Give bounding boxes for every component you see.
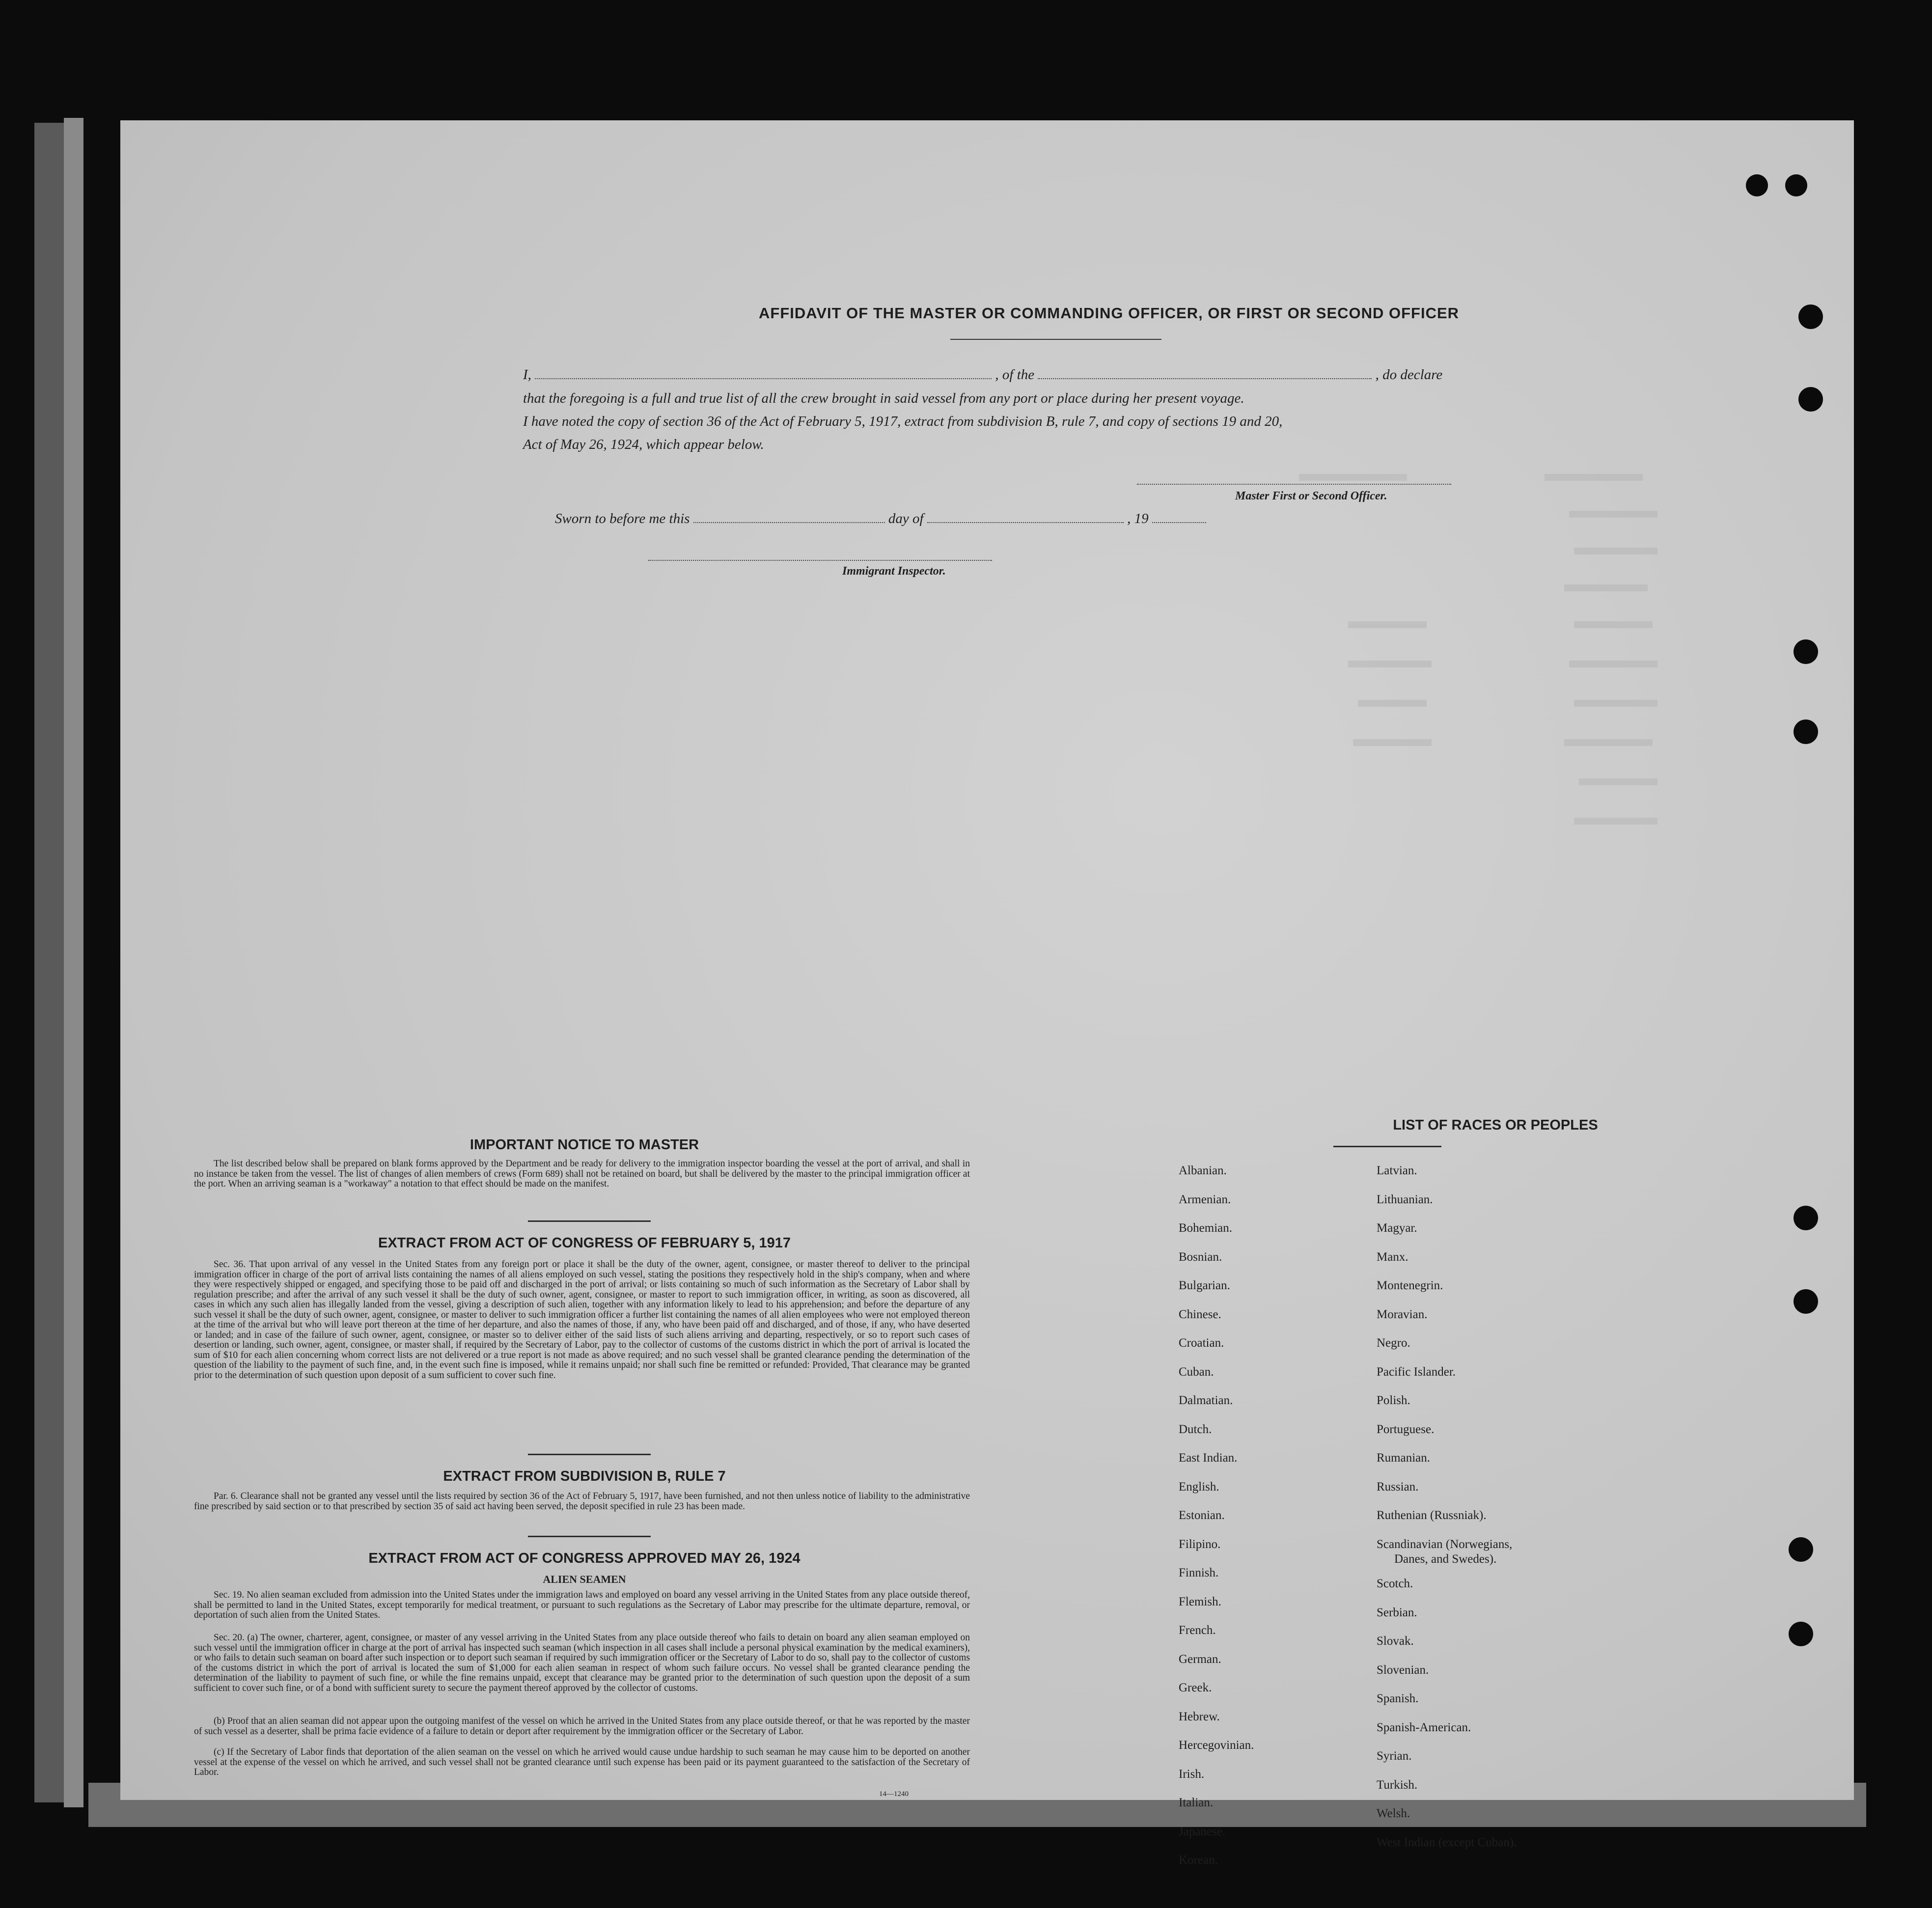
race-item: Albanian. [1179, 1164, 1227, 1177]
race-item: Dalmatian. [1179, 1394, 1233, 1407]
bleed-through-marks [1201, 464, 1790, 1594]
race-item: Pacific Islander. [1377, 1365, 1456, 1379]
alien-seamen-subheading: ALIEN SEAMEN [543, 1573, 626, 1585]
race-item: Hebrew. [1179, 1710, 1220, 1723]
binder-hole [1798, 387, 1823, 412]
sworn-line [555, 511, 1390, 527]
binder-hole [1794, 639, 1818, 664]
race-item: Spanish-American. [1377, 1720, 1471, 1734]
extract-1917-heading: EXTRACT FROM ACT OF CONGRESS OF FEBRUARY 5, 1917 [378, 1235, 791, 1251]
binder-hole [1785, 174, 1807, 196]
race-item: Spanish. [1377, 1692, 1419, 1705]
race-item: Flemish. [1179, 1595, 1221, 1608]
race-item: Hercegovinian. [1179, 1739, 1254, 1752]
sworn-day-field[interactable] [693, 522, 885, 523]
extract-1917-body: Sec. 36. That upon arrival of any vessel in the United States from any foreign port or place it shall be the duty of the owner, agent, consignee, or master thereof to deliver to the principal immigration officer in charge of the port of arrival lists containing the names of all aliens employed on such vessel, stating the positions they respectively hold in the ship's company, when and where they were respectively shipped or engaged, and specifying those to be paid off and discharged in the port of arrival; or lists containing so much of such information as the Secretary of Labor shall by regulation prescribe; and after the arrival of any such vessel it shall be the duty of such owner, agent, consignee, or master to report to such immigration officer, in writing, as soon as discovered, all cases in which any such alien has illegally landed from the vessel, giving a description of such alien, together with any information likely to lead to his apprehension; and before the departure of any such vessel it shall be the duty of such owner, agent, consignee, or master to deliver to such immigration officer a further list containing the names of all alien employees who were not employed thereon at the time of the arrival but who will leave port thereon at the time of her departure, and also the names of those, if any, who have been paid off and discharged, and of those, if any, who have deserted or landed; and in case of the failure of such owner, agent, consignee, or master so to deliver either of the said lists of such aliens arriving and departing, respectively, or so to report such cases of desertion or landing, such owner, agent, consignee, or master shall, if required by the Secretary of Labor, pay to the collector of customs of the customs district in which the port of arrival is located the sum of $10 for each alien concerning whom correct lists are not delivered or a true report is not made as above required; and no such vessel shall be granted clearance pending the determination of the question of the liability to the payment of such fine, and, in the event such fine is imposed, while it remains unpaid; nor shall such fine be remitted or refunded: Provided, That clearance may be granted prior to the determination of such question upon deposit of a sum sufficient to cover such fine. [194, 1259, 970, 1381]
race-item: Bohemian. [1179, 1221, 1233, 1235]
race-item: Scotch. [1377, 1577, 1413, 1590]
master-caption: Master First or Second Officer. [1235, 490, 1387, 502]
race-item: English. [1179, 1480, 1219, 1493]
scan-edge-light [64, 118, 83, 1807]
extract-1924-heading: EXTRACT FROM ACT OF CONGRESS APPROVED MAY 26, 1924 [368, 1550, 800, 1566]
race-item: West Indian (except Cuban). [1377, 1835, 1517, 1849]
race-item: Greek. [1179, 1681, 1212, 1694]
race-item: Croatian. [1179, 1336, 1224, 1350]
form-number: 14—1240 [879, 1790, 909, 1798]
section-20a-text: Sec. 20. (a) The owner, charterer, agent, consignee, or master of any vessel arriving in the United States from any place outside thereof who fails to detain on board any alien seaman employed on such vessel until the immigration officer in charge at the port of arrival has inspected such seaman (which inspection in all cases shall include a personal physical examination by the medical examiners), or who fails to detain such seaman on board after such inspection or to deport such seaman if required by such immigration officer or the Secretary of Labor to do so, shall pay to the collector of customs of the customs district in which the port of arrival is located the sum of $1,000 for each alien seaman in respect of whom such failure occurs. No vessel shall be granted clearance pending the determination of the liability to payment of such fine, or while the fine remains unpaid, except that clearance may be granted prior to the determination of such question upon the deposit of a sum sufficient to cover such fine, or of a bond with sufficient surety to secure the payment thereof approved by the collector of customs. [194, 1632, 970, 1693]
separator-2 [528, 1454, 651, 1455]
race-item: Estonian. [1179, 1509, 1225, 1522]
separator-3 [528, 1536, 651, 1537]
race-item: Manx. [1377, 1250, 1408, 1264]
binder-hole [1798, 304, 1823, 329]
race-item: Danes, and Swedes). [1394, 1552, 1497, 1566]
affidavit-line-3: I have noted the copy of section 36 of the Act of February 5, 1917, extract from subdivision B, rule 7, and copy of sections 19 and 20, [523, 414, 1283, 429]
document-page [120, 120, 1854, 1867]
master-name-field[interactable] [535, 378, 992, 379]
race-item: East Indian. [1179, 1451, 1238, 1465]
race-item: Armenian. [1179, 1192, 1231, 1206]
vessel-name-field[interactable] [1038, 378, 1372, 379]
race-item: Chinese. [1179, 1307, 1221, 1321]
scan-edge-dark [34, 123, 64, 1802]
race-item: Dutch. [1179, 1422, 1212, 1436]
race-item: Lithuanian. [1377, 1192, 1433, 1206]
race-item: Filipino. [1179, 1537, 1221, 1551]
section-20c-text: (c) If the Secretary of Labor finds that deportation of the alien seaman on the vessel on which he arrived would cause undue hardship to such seaman he may cause him to be deported on another vessel at the expense of the vessel on which he arrived, and such vessel shall not be granted clearance until such expense has been paid or its payment guaranteed to the satisfaction of the Secretary of Labor. [194, 1747, 970, 1777]
race-item: Rumanian. [1377, 1451, 1431, 1465]
race-item: Moravian. [1377, 1307, 1428, 1321]
race-item: Ruthenian (Russniak). [1377, 1509, 1487, 1522]
affidavit-do-declare: , do declare [1375, 367, 1443, 383]
notice-body: The list described below shall be prepared on blank forms approved by the Department and be ready for delivery to the immigration inspector boarding the vessel at the port of arrival, and shall in no instance be taken from the vessel. The list of changes of alien members of crews (Form 689) shall not be retained on board, but shall be delivered by the master to the principal immigration officer at the port. When an arriving seaman is a "workaway" a notation to that effect should be made on the manifest. [194, 1159, 970, 1189]
master-signature-line[interactable] [1137, 484, 1451, 485]
affidavit-line-4: Act of May 26, 1924, which appear below. [523, 437, 764, 452]
race-item: Cuban. [1179, 1365, 1214, 1379]
binder-hole [1789, 1537, 1813, 1562]
race-item: Latvian. [1377, 1164, 1417, 1177]
binder-hole [1746, 174, 1768, 196]
race-item: Russian. [1377, 1480, 1419, 1493]
race-item: Polish. [1377, 1394, 1410, 1407]
subdivision-b-body: Par. 6. Clearance shall not be granted any vessel until the lists required by section 36 of the Act of February 5, 1917, have been furnished, and not then unless notice of liability to the administrative fine prescribed by said section or to that prescribed by section 35 of said act having been served, the deposit specified in rule 23 has been made. [194, 1491, 970, 1512]
race-item: Slovak. [1377, 1634, 1414, 1648]
day-of-text: day of [888, 511, 924, 526]
inspector-signature-line[interactable] [648, 560, 992, 561]
affidavit-of-the: , of the [995, 367, 1035, 383]
race-item: Turkish. [1377, 1778, 1418, 1792]
race-item: Negro. [1377, 1336, 1410, 1350]
sworn-text: Sworn to before me this [555, 511, 690, 526]
section-19-text: Sec. 19. No alien seaman excluded from admission into the United States under the immigration laws and employed on board any vessel arriving in the United States from any place outside thereof, shall be permitted to land in the United States, except temporarily for medical treatment, or pursuant to such regulations as the Secretary of Labor may prescribe for the ultimate departure, removal, or deportation of such alien from the United States. [194, 1590, 970, 1620]
sworn-month-field[interactable] [927, 522, 1124, 523]
race-item: Serbian. [1377, 1605, 1417, 1619]
race-item: Syrian. [1377, 1749, 1412, 1763]
race-item: Japanese. [1179, 1825, 1226, 1838]
section-20b-text: (b) Proof that an alien seaman did not appear upon the outgoing manifest of the vessel on which he arrived in the United States from any place outside thereof, or that he was reported by the master of such vessel as a deserter, shall be prima facie evidence of a failure to detain or deport after requirement by the immigration officer or the Secretary of Labor. [194, 1716, 970, 1737]
race-item: Scandinavian (Norwegians, [1377, 1537, 1513, 1551]
year-prefix: , 19 [1127, 511, 1149, 526]
separator-1 [528, 1220, 651, 1222]
race-item: Italian. [1179, 1796, 1214, 1809]
race-item: Montenegrin. [1377, 1279, 1443, 1292]
affidavit-i: I, [523, 367, 531, 383]
race-item: Slovenian. [1377, 1663, 1429, 1677]
race-item: Bosnian. [1179, 1250, 1222, 1264]
races-heading: LIST OF RACES OR PEOPLES [1393, 1117, 1598, 1133]
inspector-caption: Immigrant Inspector. [842, 565, 946, 578]
sworn-year-field[interactable] [1152, 522, 1206, 523]
title-underline [950, 339, 1161, 340]
subdivision-b-heading: EXTRACT FROM SUBDIVISION B, RULE 7 [443, 1468, 726, 1484]
race-item: Finnish. [1179, 1566, 1219, 1579]
notice-heading: IMPORTANT NOTICE TO MASTER [469, 1137, 699, 1153]
race-item: Welsh. [1377, 1807, 1410, 1820]
affidavit-declaration-line [523, 367, 1603, 383]
race-item: French. [1179, 1624, 1216, 1637]
affidavit-line-2: that the foregoing is a full and true list of all the crew brought in said vessel from any port or place during her present voyage. [523, 390, 1244, 406]
races-heading-underline [1333, 1146, 1441, 1147]
race-item: Portuguese. [1377, 1422, 1435, 1436]
race-item: Korean. [1179, 1853, 1218, 1867]
binder-hole [1794, 1289, 1818, 1314]
race-item: German. [1179, 1652, 1221, 1666]
race-item: Magyar. [1377, 1221, 1417, 1235]
race-item: Bulgarian. [1179, 1279, 1230, 1292]
binder-hole [1794, 1206, 1818, 1230]
binder-hole [1789, 1622, 1813, 1646]
binder-hole [1794, 719, 1818, 744]
race-item: Irish. [1179, 1767, 1205, 1781]
affidavit-title: AFFIDAVIT OF THE MASTER OR COMMANDING OFFICER, OR FIRST OR SECOND OFFICER [759, 304, 1460, 322]
